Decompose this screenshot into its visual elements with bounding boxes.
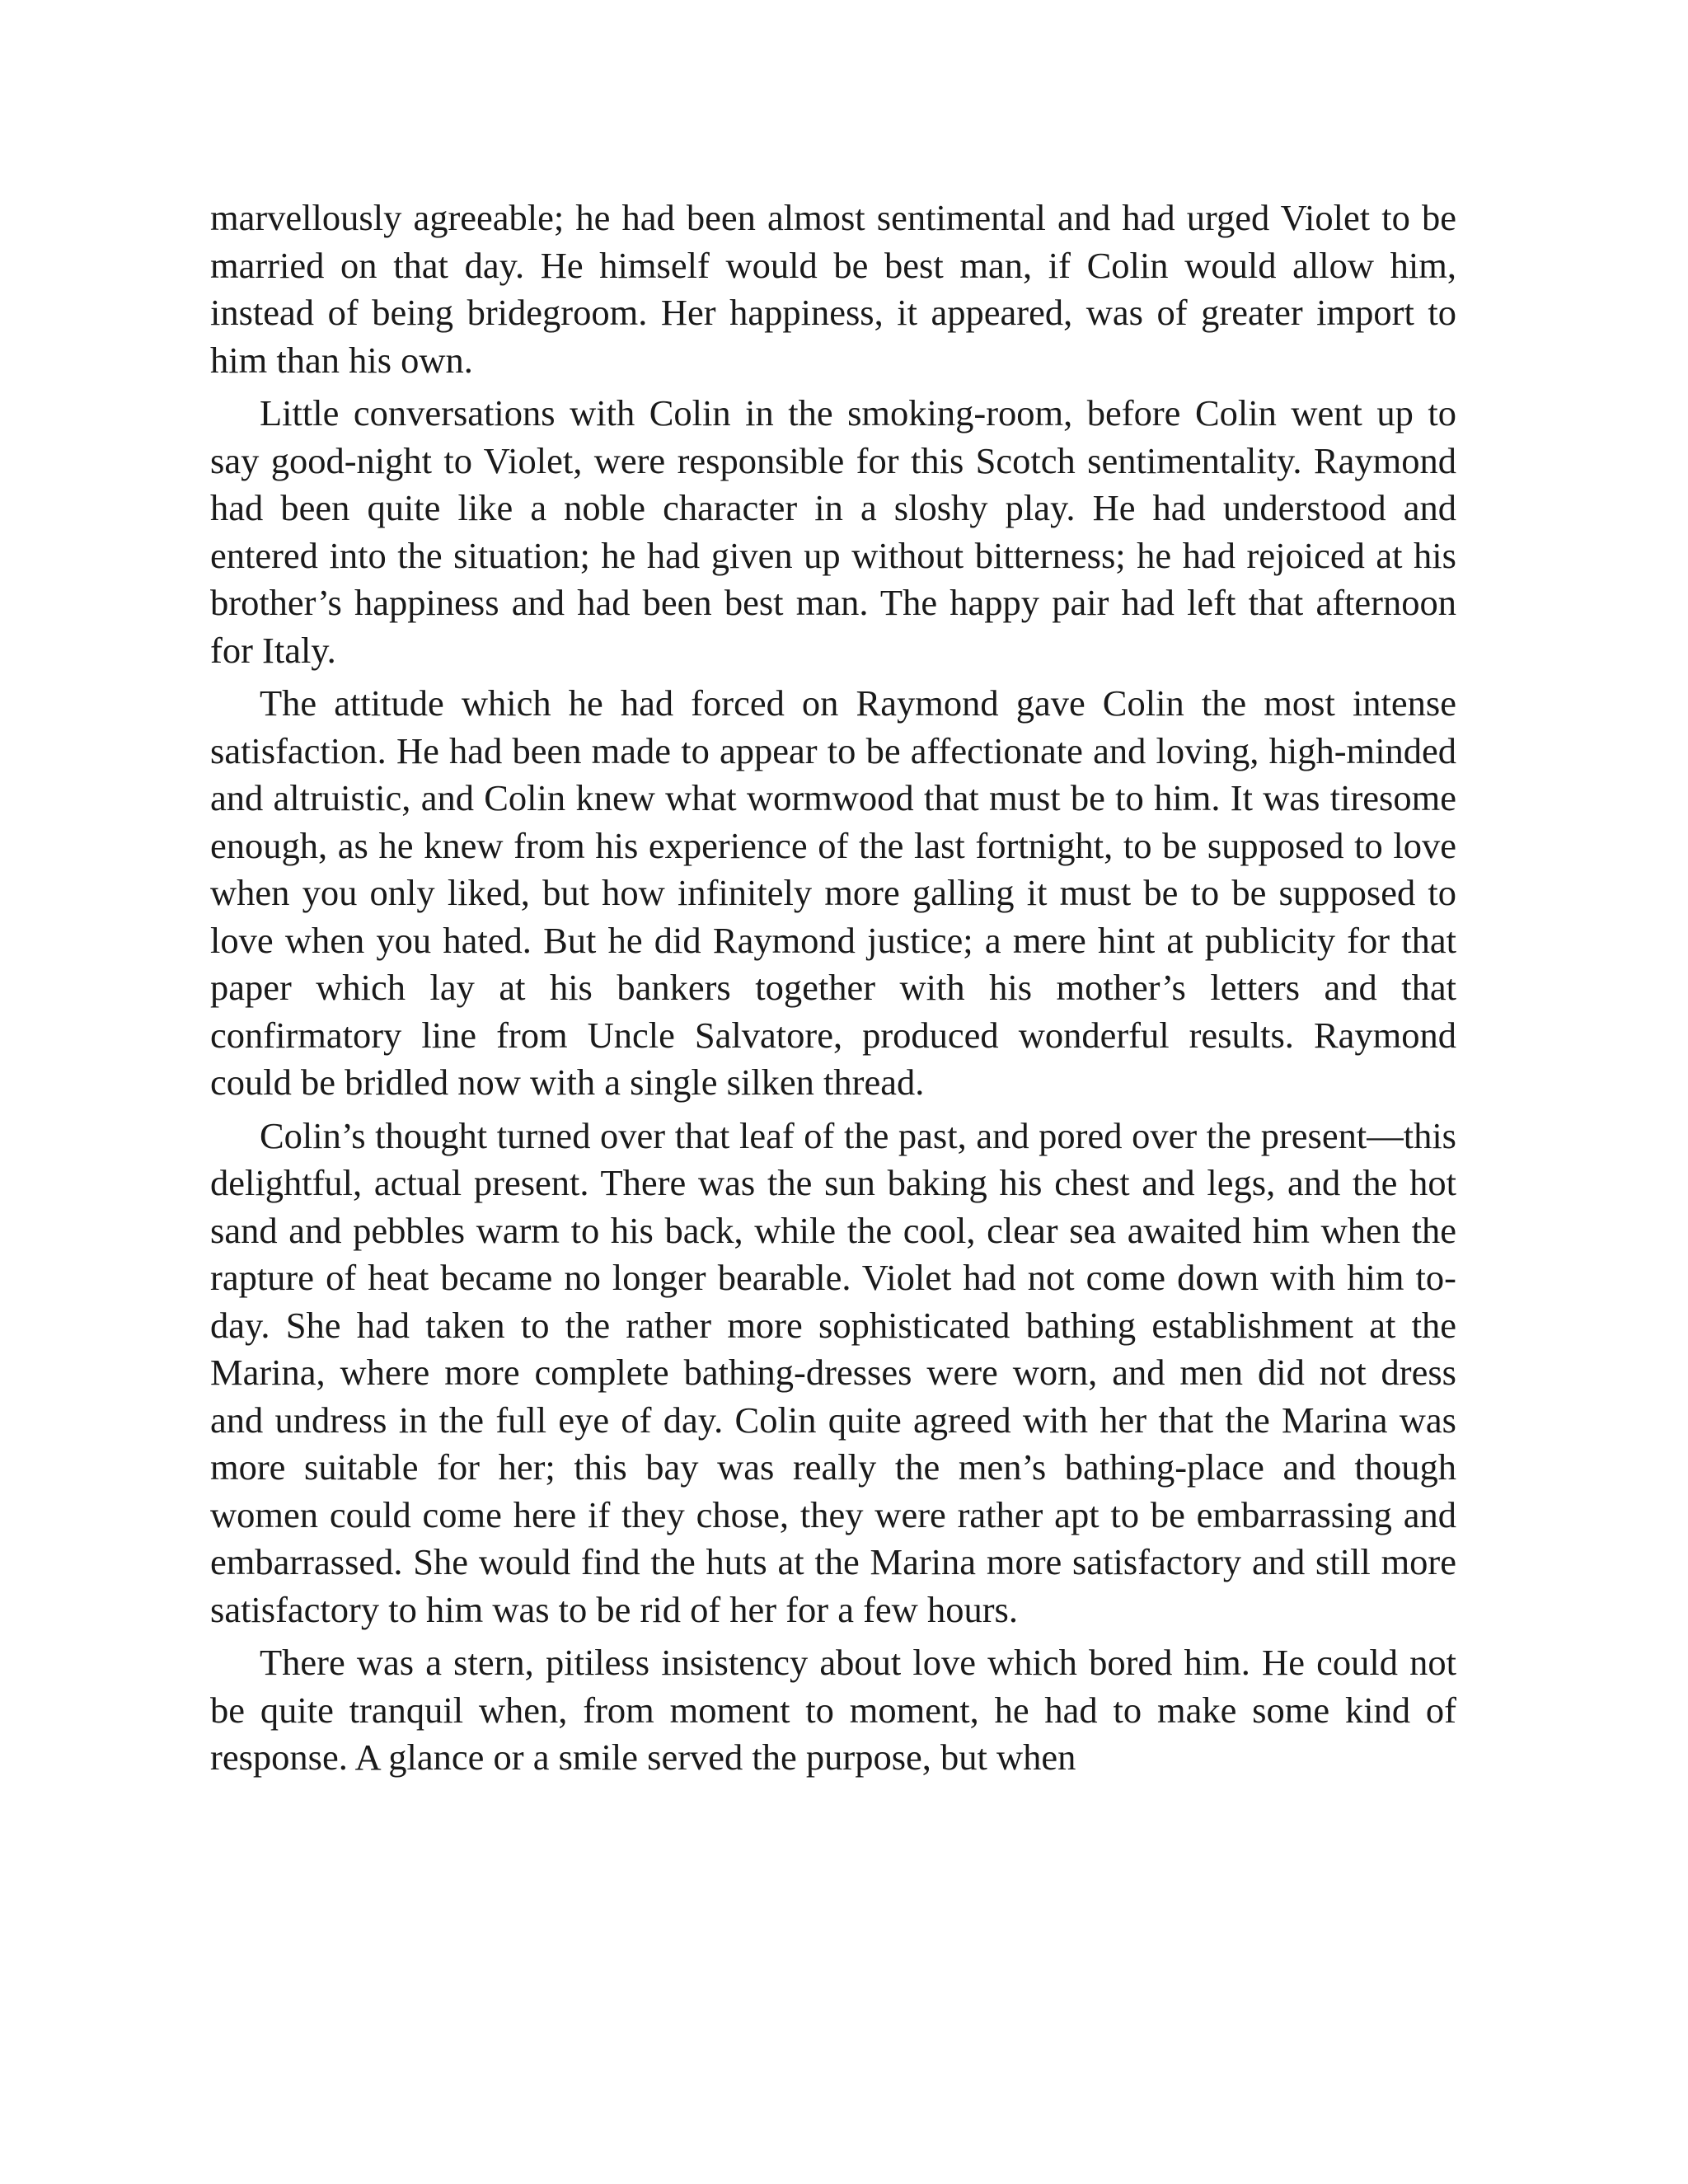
paragraph: There was a stern, pitiless insistency about love which bored him. He could not be quite tranquil when, from moment to moment, he had to make some kind of response. A glance or a smile served the purpose, but when [210,1642,1456,1778]
paragraph: Little conversations with Colin in the smoking-room, before Colin went up to say good-night to Violet, were responsible for this Scotch sentimentality. Raymond had been quite like a noble character in a sloshy play. He had understood and entered into the situation; he had given up without bitterness; he had rejoiced at his brother’s happiness and had been best man. The happy pair had left that afternoon for Italy. [210,392,1456,671]
paragraph-continued: marvellously agreeable; he had been almost sentimental and had urged Violet to be married on that day. He himself would be best man, if Colin would allow him, instead of being bridegroom. Her happiness, it appeared, was of greater import to him than his own. [210,197,1456,381]
body-text [210,194,1456,1788]
paragraph: The attitude which he had forced on Raymond gave Colin the most intense satisfaction. He had been made to appear to be affectionate and loving, high-minded and altruistic, and Colin knew what wormwood that must be to him. It was tiresome enough, as he knew from his experience of the last fortnight, to be supposed to love when you only liked, but how infinitely more galling it must be to be supposed to love when you hated. But he did Raymond justice; a mere hint at publicity for that paper which lay at his bankers together with his mother’s letters and that confirmatory line from Uncle Salvatore, produced wonderful results. Raymond could be bridled now with a single silken thread. [210,682,1456,1103]
paragraph: Colin’s thought turned over that leaf of the past, and pored over the present—this delightful, actual present. There was the sun baking his chest and legs, and the hot sand and pebbles warm to his back, while the cool, clear sea awaited him when the rapture of heat became no longer bearable. Violet had not come down with him to-day. She had taken to the rather more sophisticated bathing establishment at the Marina, where more complete bathing-dresses were worn, and men did not dress and undress in the full eye of day. Colin quite agreed with her that the Marina was more suitable for her; this bay was really the men’s bathing-place and though women could come here if they chose, they were rather apt to be embarrassing and embarrassed. She would find the huts at the Marina more satisfactory and still more satisfactory to him was to be rid of her for a few hours. [210,1114,1456,1630]
